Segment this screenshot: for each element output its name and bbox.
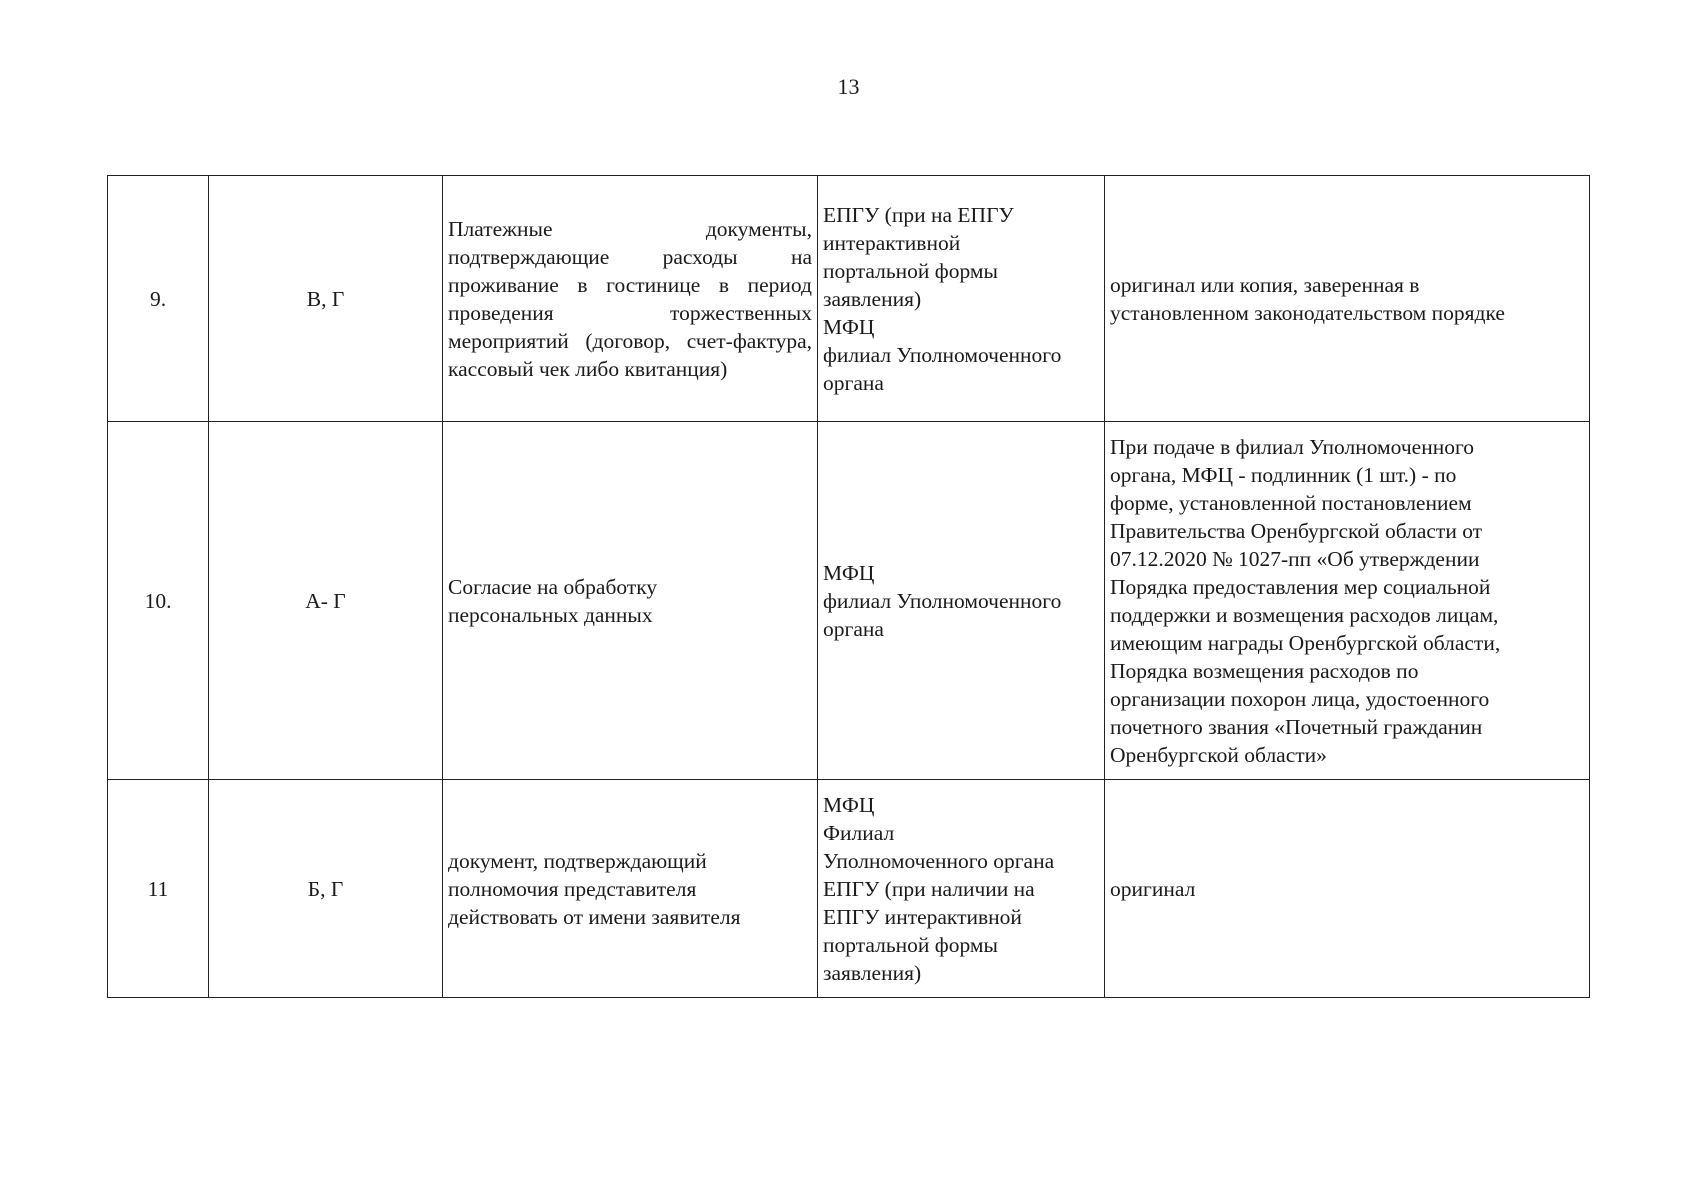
source-line: МФЦ <box>823 560 875 585</box>
requirement-line: установленном законодательством порядке <box>1110 300 1505 325</box>
source-line: ЕПГУ (при наличии на <box>823 876 1035 901</box>
source-cell <box>818 422 1105 780</box>
document-line: Согласие на обработку <box>448 574 658 599</box>
source-line: МФЦ <box>823 792 875 817</box>
requirement-cell <box>1105 422 1590 780</box>
row-number-cell: 9. <box>108 176 209 422</box>
requirement-line: поддержки и возмещения расходов лицам, <box>1110 602 1499 627</box>
requirement-line: оригинал или копия, заверенная в <box>1110 272 1420 297</box>
source-line: портальной формы <box>823 932 998 957</box>
document-line: действовать от имени заявителя <box>448 904 741 929</box>
requirement-line: форме, установленной постановлением <box>1110 490 1472 515</box>
source-line: филиал Уполномоченного <box>823 588 1062 613</box>
requirement-line: Правительства Оренбургской области от <box>1110 518 1483 543</box>
row-number-cell: 11 <box>108 780 209 998</box>
requirement-line: Порядка возмещения расходов по <box>1110 658 1419 683</box>
source-line: органа <box>823 616 884 641</box>
document-line: документ, подтверждающий <box>448 848 707 873</box>
requirement-line: почетного звания «Почетный гражданин <box>1110 714 1483 739</box>
requirement-line: имеющим награды Оренбургской области, <box>1110 630 1501 655</box>
source-cell <box>818 780 1105 998</box>
table-row <box>108 422 1590 780</box>
page-number: 13 <box>837 74 860 99</box>
requirement-cell <box>1105 176 1590 422</box>
source-line: Уполномоченного органа <box>823 848 1055 873</box>
requirement-cell <box>1105 780 1590 998</box>
source-line: ЕПГУ (при на ЕПГУ <box>823 202 1014 227</box>
source-line: заявления) <box>823 960 922 985</box>
category-cell: Б, Г <box>209 780 443 998</box>
requirement-line: оригинал <box>1110 876 1196 901</box>
source-line: ЕПГУ интерактивной <box>823 904 1022 929</box>
requirement-line: 07.12.2020 № 1027-пп «Об утверждении <box>1110 546 1480 571</box>
requirement-line: Порядка предоставления мер социальной <box>1110 574 1491 599</box>
document-cell <box>443 422 818 780</box>
requirement-line: органа, МФЦ - подлинник (1 шт.) - по <box>1110 462 1457 487</box>
source-line: МФЦ <box>823 314 875 339</box>
row-number-cell: 10. <box>108 422 209 780</box>
source-cell <box>818 176 1105 422</box>
source-line: филиал Уполномоченного <box>823 342 1062 367</box>
source-line: органа <box>823 370 884 395</box>
category-cell: В, Г <box>209 176 443 422</box>
document-line: полномочия представителя <box>448 876 697 901</box>
source-line: заявления) <box>823 286 922 311</box>
category-cell: А- Г <box>209 422 443 780</box>
document-line: персональных данных <box>448 602 653 627</box>
source-line: Филиал <box>823 820 895 845</box>
table-row <box>108 780 1590 998</box>
table-row <box>108 176 1590 422</box>
document-cell <box>443 780 818 998</box>
document-cell: Платежные документы, подтверждающие расходы на проживание в гостинице в период проведения торжественных мероприятий (договор, счет-фактура, кассовый чек либо квитанция) <box>443 176 818 422</box>
documents-table <box>107 175 1590 998</box>
requirement-line: При подаче в филиал Уполномоченного <box>1110 434 1475 459</box>
requirement-line: Оренбургской области» <box>1110 742 1327 767</box>
source-line: портальной формы <box>823 258 998 283</box>
requirement-line: организации похорон лица, удостоенного <box>1110 686 1490 711</box>
source-line: интерактивной <box>823 230 961 255</box>
